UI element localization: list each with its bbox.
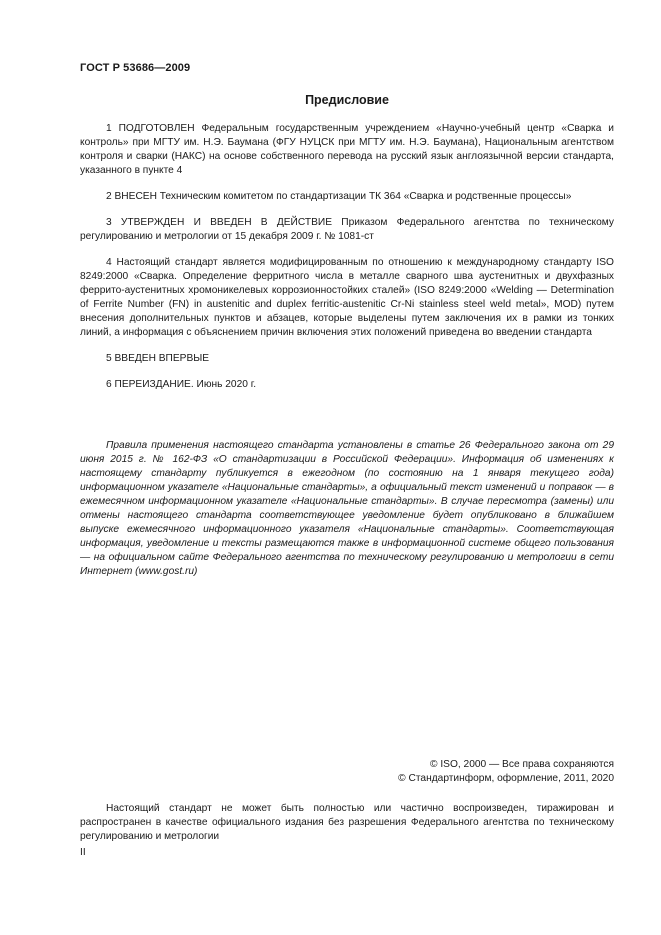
standartinform-copyright: © Стандартинформ, оформление, 2011, 2020 [398, 773, 614, 784]
copyright-block [398, 758, 614, 786]
preface-item-5: 5 ВВЕДЕН ВПЕРВЫЕ [106, 353, 210, 364]
page-number: II [80, 847, 86, 858]
standard-code-header: ГОСТ Р 53686—2009 [80, 62, 191, 74]
page-title: Предисловие [305, 93, 389, 107]
iso-copyright: © ISO, 2000 — Все права сохраняются [430, 759, 614, 770]
preface-item-6: 6 ПЕРЕИЗДАНИЕ. Июнь 2020 г. [106, 379, 257, 390]
preface-item-4: 4 Настоящий стандарт является модифицированным по отношению к международному стандарту ISO 8249:2000 «Сварка. Определение ферритного числа в металле сварного шва аустенитных и двухфазных феррито-аустенитных хромоникелевых коррозионностойких сталей» (ISO 8249:2000 «Welding — Determination of Ferrite Number (FN) in austenitic and duplex ferritic-austenitic Cr-Ni stainless steel weld metal», MOD) путем внесения дополнительных пунктов и абзацев, которые выделены путем заключения их в рамки из тонких линий, а информация с объяснением причин включения этих положений приведена во введении стандарта [80, 257, 614, 338]
reproduction-rights-notice: Настоящий стандарт не может быть полностью или частично воспроизведен, тиражирован и распространен в качестве официального издания без разрешения Федерального агентства по техническому регулированию и метрологии [80, 803, 614, 842]
preface-item-1: 1 ПОДГОТОВЛЕН Федеральным государственным учреждением «Научно-учебный центр «Сварка и контроль» при МГТУ им. Н.Э. Баумана (ФГУ НУЦСК при МГТУ им. Н.Э. Баумана), Национальным агентством контроля и сварки (НАКС) на основе собственного перевода на русский язык англоязычной версии стандарта, указанного в пункте 4 [80, 123, 614, 176]
preface-item-2: 2 ВНЕСЕН Техническим комитетом по стандартизации ТК 364 «Сварка и родственные процессы» [106, 191, 572, 202]
preface-list [80, 122, 614, 404]
application-rules-notice: Правила применения настоящего стандарта установлены в статье 26 Федерального закона от 29 июня 2015 г. № 162-ФЗ «О стандартизации в Российской Федерации». Информация об изменениях к настоящему стандарту публикуется в ежегодном (по состоянию на 1 января текущего года) информационном указателе «Национальные стандарты», а официальный текст изменений и поправок — в ежемесячном информационном указателе «Национальные стандарты». В случае пересмотра (замены) или отмены настоящего стандарта соответствующее уведомление будет опубликовано в ближайшем выпуске ежемесячного информационного указателя «Национальные стандарты». Соответствующая информация, уведомление и тексты размещаются также в информационной системе общего пользования — на официальном сайте Федерального агентства по техническому регулированию и метрологии в сети Интернет (www.gost.ru) [80, 440, 614, 577]
preface-item-3: 3 УТВЕРЖДЕН И ВВЕДЕН В ДЕЙСТВИЕ Приказом Федерального агентства по техническому регулированию и метрологии от 15 декабря 2009 г. № 1081-ст [80, 217, 614, 242]
